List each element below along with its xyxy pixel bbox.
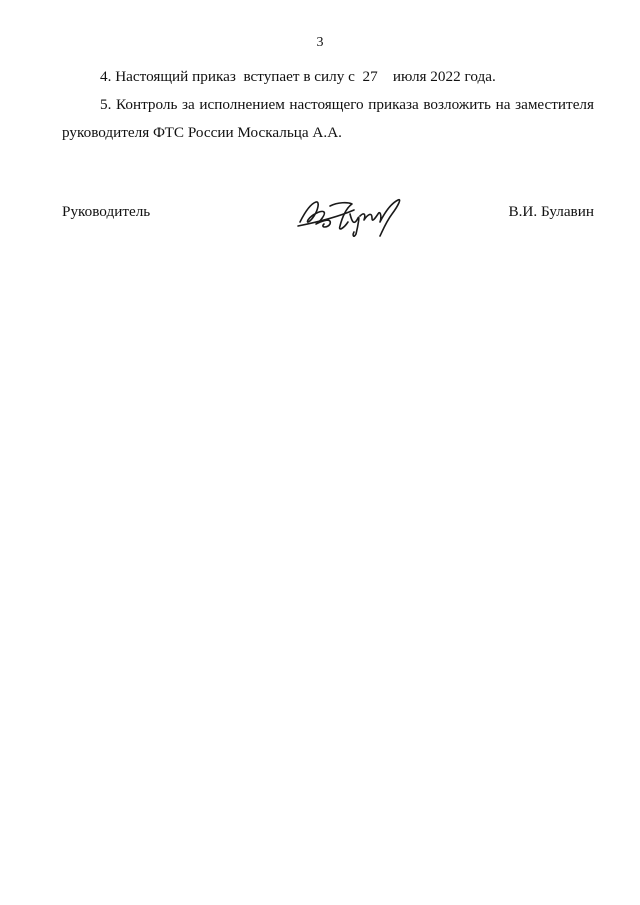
page-number: 3	[316, 35, 324, 50]
signer-title: Руководитель	[62, 203, 151, 220]
handwritten-signature-icon	[294, 192, 414, 240]
signature-block	[62, 200, 594, 240]
signer-name: В.И. Булавин	[508, 203, 594, 220]
paragraph-5: 5. Контроль за исполнением настоящего приказа возложить на заместителя руководителя ФТС России Москальца А.А.	[62, 96, 594, 141]
paragraph-4: 4. Настоящий приказ вступает в силу с 27 июля 2022 года.	[100, 68, 496, 85]
